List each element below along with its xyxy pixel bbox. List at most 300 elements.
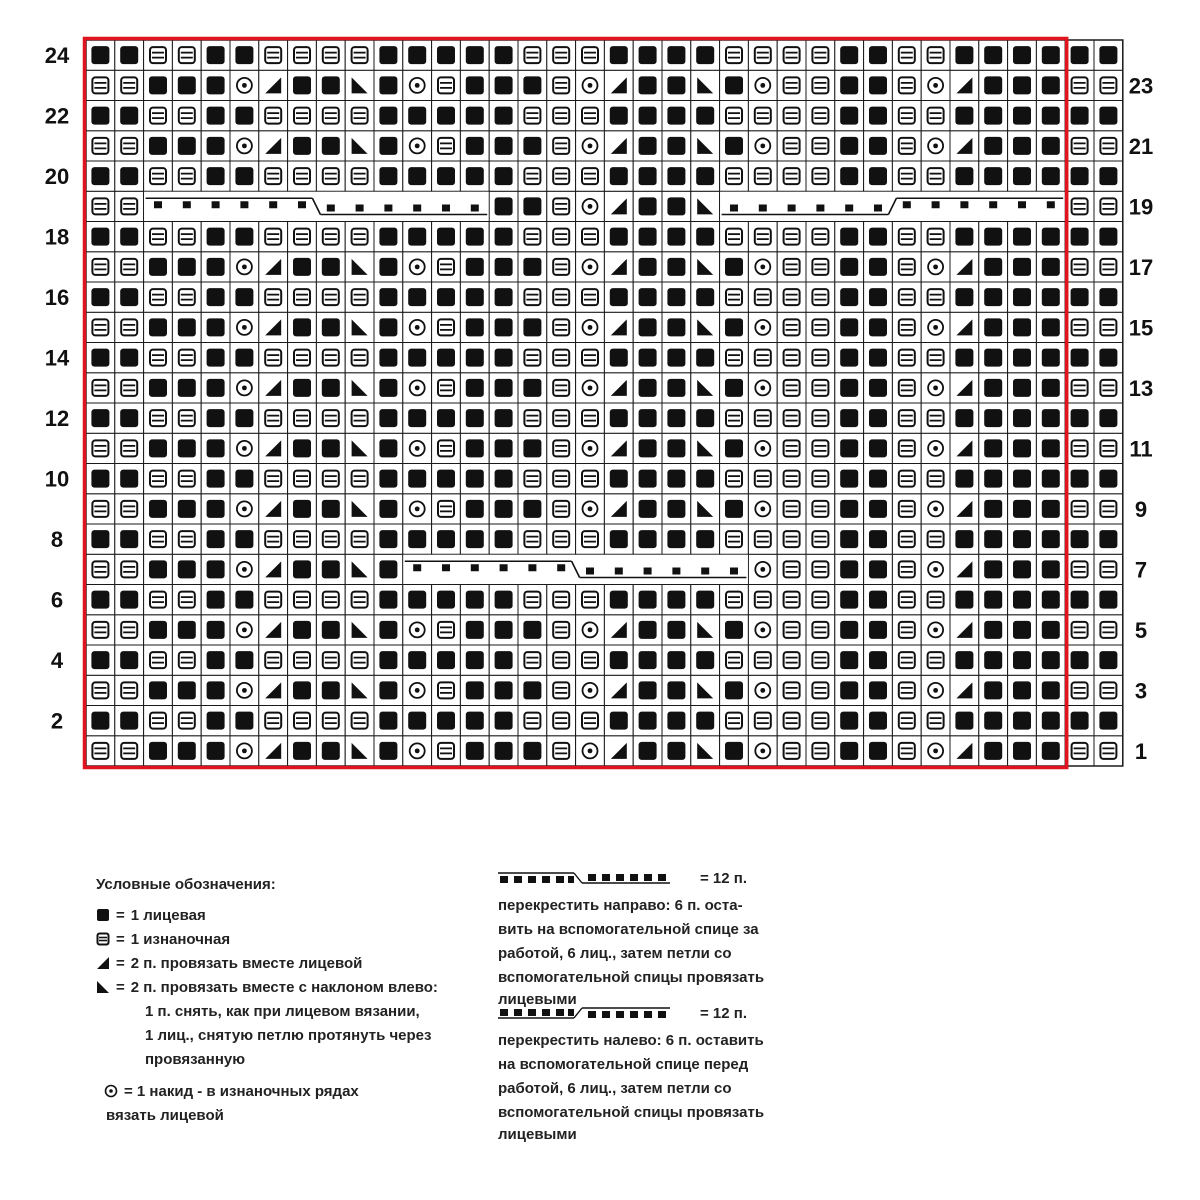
knit-stitch xyxy=(466,742,484,760)
purl-stitch xyxy=(899,471,915,487)
yarn-over-stitch xyxy=(237,138,252,153)
k2tog-symbol-icon xyxy=(96,956,110,970)
knit-stitch xyxy=(207,742,225,760)
chart-row-16 xyxy=(86,282,1123,312)
knit-stitch xyxy=(293,681,311,699)
knit-stitch xyxy=(667,681,685,699)
row-label-16: 16 xyxy=(44,285,70,311)
cable-stitch xyxy=(240,201,248,208)
yarn-over-stitch xyxy=(237,78,252,93)
knit-stitch xyxy=(1042,318,1060,336)
purl-stitch xyxy=(784,622,800,638)
purl-stitch xyxy=(553,592,569,608)
cable-stitch xyxy=(528,564,536,571)
purl-stitch xyxy=(150,592,166,608)
knit-stitch xyxy=(610,530,628,548)
purl-stitch xyxy=(582,471,598,487)
knit-stitch xyxy=(869,651,887,669)
knit-stitch xyxy=(1042,46,1060,64)
cable-stitch xyxy=(356,205,364,212)
yarn-over-stitch xyxy=(583,380,598,395)
purl-stitch xyxy=(582,410,598,426)
knit-stitch xyxy=(322,621,340,639)
knit-stitch xyxy=(379,500,397,518)
row-label-23: 23 xyxy=(1128,73,1154,99)
knit-stitch xyxy=(1013,137,1031,155)
knit-stitch xyxy=(955,712,973,730)
knit-stitch xyxy=(466,349,484,367)
purl-stitch xyxy=(1072,682,1088,698)
cable-stitch xyxy=(845,205,853,212)
purl-stitch xyxy=(784,682,800,698)
knit-stitch xyxy=(466,76,484,94)
purl-stitch xyxy=(179,168,195,184)
chart-row-6 xyxy=(86,585,1123,615)
purl-stitch xyxy=(121,319,137,335)
legend-item-purl: = 1 изнаночная xyxy=(96,929,230,951)
purl-stitch xyxy=(553,410,569,426)
knit-stitch xyxy=(1042,591,1060,609)
purl-stitch xyxy=(582,168,598,184)
purl-stitch xyxy=(121,198,137,214)
knit-stitch xyxy=(955,46,973,64)
knit-stitch xyxy=(149,621,167,639)
knit-stitch xyxy=(955,288,973,306)
knit-stitch xyxy=(955,228,973,246)
purl-stitch xyxy=(812,652,828,668)
cable-stitch xyxy=(1047,201,1055,208)
yarn-over-stitch xyxy=(237,743,252,758)
yarn-over-stitch xyxy=(928,743,943,758)
knit-stitch xyxy=(639,621,657,639)
purl-stitch xyxy=(265,289,281,305)
knit-stitch xyxy=(437,409,455,427)
purl-stitch xyxy=(179,229,195,245)
knit-stitch xyxy=(639,742,657,760)
knit-stitch xyxy=(667,167,685,185)
purl-stitch xyxy=(899,561,915,577)
purl-stitch xyxy=(294,108,310,124)
knit-stitch xyxy=(495,379,513,397)
knit-stitch xyxy=(840,500,858,518)
purl-stitch xyxy=(265,471,281,487)
knit-stitch xyxy=(523,137,541,155)
knit-stitch xyxy=(869,318,887,336)
purl-stitch xyxy=(1100,198,1116,214)
legend-label-yo-1: = 1 накид - в изнаночных рядах xyxy=(124,1083,359,1100)
purl-stitch xyxy=(294,713,310,729)
purl-stitch xyxy=(755,652,771,668)
purl-stitch xyxy=(784,319,800,335)
chart-cell xyxy=(259,554,288,584)
knit-stitch xyxy=(639,137,657,155)
purl-stitch xyxy=(438,138,454,154)
purl-stitch xyxy=(179,47,195,63)
knit-stitch xyxy=(840,46,858,64)
knit-stitch xyxy=(1013,470,1031,488)
purl-stitch xyxy=(294,592,310,608)
yarn-over-stitch xyxy=(583,622,598,637)
knit-stitch xyxy=(207,621,225,639)
purl-stitch xyxy=(150,350,166,366)
purl-stitch xyxy=(352,592,368,608)
knit-stitch xyxy=(840,76,858,94)
knit-stitch xyxy=(495,76,513,94)
knit-stitch xyxy=(984,318,1002,336)
purl-stitch xyxy=(553,47,569,63)
knit-stitch xyxy=(495,137,513,155)
knit-stitch xyxy=(725,76,743,94)
yarn-over-stitch xyxy=(755,380,770,395)
knit-stitch xyxy=(1042,167,1060,185)
knit-stitch xyxy=(1099,409,1117,427)
purl-stitch xyxy=(524,652,540,668)
purl-stitch xyxy=(1072,743,1088,759)
knit-stitch xyxy=(1042,288,1060,306)
cable-right-count: = 12 п. xyxy=(700,870,748,887)
cable-stitch xyxy=(788,205,796,212)
knit-stitch xyxy=(869,439,887,457)
knit-stitch xyxy=(235,46,253,64)
yarn-over-stitch xyxy=(237,259,252,274)
purl-stitch xyxy=(755,289,771,305)
purl-stitch xyxy=(1100,440,1116,456)
yarn-over-stitch xyxy=(928,138,943,153)
knit-stitch xyxy=(437,107,455,125)
knit-stitch xyxy=(1013,712,1031,730)
legend-label-purl: 1 изнаночная xyxy=(130,931,231,948)
knit-stitch xyxy=(984,712,1002,730)
purl-stitch xyxy=(928,652,944,668)
knit-stitch xyxy=(639,197,657,215)
knit-stitch xyxy=(725,681,743,699)
knit-stitch xyxy=(869,470,887,488)
knit-stitch xyxy=(840,409,858,427)
purl-stitch xyxy=(121,77,137,93)
knit-stitch xyxy=(379,560,397,578)
cable-left-line-3: работой, 6 лиц., затем петли со xyxy=(498,1080,732,1097)
chart-row-17 xyxy=(86,252,1123,282)
yarn-over-stitch xyxy=(755,501,770,516)
knit-stitch xyxy=(1013,621,1031,639)
cable-stitch xyxy=(960,201,968,208)
knit-stitch xyxy=(495,439,513,457)
cable-left-line-5: лицевыми xyxy=(498,1126,577,1143)
knit-stitch xyxy=(523,197,541,215)
knit-stitch xyxy=(869,621,887,639)
cable-stitch xyxy=(989,201,997,208)
purl-stitch xyxy=(553,319,569,335)
knit-stitch xyxy=(869,46,887,64)
purl-stitch xyxy=(928,108,944,124)
purl-stitch xyxy=(323,652,339,668)
knit-stitch xyxy=(1099,530,1117,548)
purl-stitch xyxy=(121,561,137,577)
cable-stitch xyxy=(327,205,335,212)
purl-stitch xyxy=(726,713,742,729)
knit-stitch xyxy=(437,288,455,306)
knit-stitch xyxy=(984,288,1002,306)
purl-stitch xyxy=(726,350,742,366)
cable-left-line-4: вспомогательной спицы провязать xyxy=(498,1104,765,1121)
knit-stitch xyxy=(869,409,887,427)
knit-stitch xyxy=(1013,46,1031,64)
knit-stitch xyxy=(639,46,657,64)
knit-stitch xyxy=(610,107,628,125)
yarn-over-stitch xyxy=(928,501,943,516)
chart-row-23 xyxy=(86,70,1123,100)
knit-stitch xyxy=(149,318,167,336)
knit-stitch xyxy=(235,591,253,609)
purl-stitch xyxy=(582,531,598,547)
knit-stitch xyxy=(466,530,484,548)
knit-stitch xyxy=(667,318,685,336)
legend-label-k2tog: 2 п. провязать вместе лицевой xyxy=(130,955,363,972)
knit-stitch xyxy=(379,228,397,246)
knit-stitch xyxy=(840,167,858,185)
purl-stitch xyxy=(524,350,540,366)
knit-stitch xyxy=(696,409,714,427)
purl-stitch xyxy=(553,440,569,456)
knit-stitch xyxy=(207,228,225,246)
purl-stitch xyxy=(121,743,137,759)
knit-stitch xyxy=(1099,712,1117,730)
knit-stitch xyxy=(437,712,455,730)
knit-stitch xyxy=(1099,288,1117,306)
purl-stitch xyxy=(179,410,195,426)
knit-stitch xyxy=(984,46,1002,64)
knit-stitch xyxy=(293,137,311,155)
purl-stitch xyxy=(582,592,598,608)
knit-stitch xyxy=(466,258,484,276)
purl-stitch xyxy=(784,380,800,396)
knit-stitch xyxy=(207,470,225,488)
legend-label-knit: 1 лицевая xyxy=(130,907,206,924)
knit-stitch xyxy=(293,742,311,760)
knit-stitch xyxy=(667,76,685,94)
purl-stitch xyxy=(899,743,915,759)
knit-stitch xyxy=(1071,46,1089,64)
row-label-3: 3 xyxy=(1134,678,1148,704)
purl-stitch xyxy=(899,440,915,456)
row-label-22: 22 xyxy=(44,103,70,129)
purl-stitch xyxy=(179,350,195,366)
yarn-over-stitch xyxy=(583,501,598,516)
purl-stitch xyxy=(812,622,828,638)
purl-stitch xyxy=(812,471,828,487)
cable-stitch xyxy=(759,205,767,212)
purl-stitch xyxy=(899,108,915,124)
knit-stitch xyxy=(437,46,455,64)
knit-stitch xyxy=(1099,167,1117,185)
knit-stitch xyxy=(379,318,397,336)
row-label-10: 10 xyxy=(44,466,70,492)
knit-stitch xyxy=(495,288,513,306)
purl-stitch xyxy=(438,501,454,517)
purl-stitch xyxy=(323,713,339,729)
yarn-over-stitch xyxy=(410,320,425,335)
purl-stitch xyxy=(121,259,137,275)
purl-stitch xyxy=(755,168,771,184)
yarn-over-stitch xyxy=(583,441,598,456)
knit-stitch xyxy=(120,409,138,427)
knit-stitch xyxy=(1013,530,1031,548)
knit-stitch xyxy=(840,560,858,578)
knit-stitch xyxy=(91,349,109,367)
yarn-over-stitch xyxy=(928,622,943,637)
knit-stitch xyxy=(1042,530,1060,548)
knit-stitch xyxy=(379,439,397,457)
knit-stitch xyxy=(495,742,513,760)
knit-symbol-icon xyxy=(96,908,110,922)
knit-stitch xyxy=(495,107,513,125)
knit-stitch xyxy=(1042,349,1060,367)
knit-stitch xyxy=(639,288,657,306)
purl-stitch xyxy=(812,531,828,547)
knit-stitch xyxy=(639,651,657,669)
yarn-over-stitch xyxy=(237,562,252,577)
purl-stitch xyxy=(755,592,771,608)
chart-row-2 xyxy=(86,706,1123,736)
yarn-over-stitch xyxy=(755,259,770,274)
knit-stitch xyxy=(639,409,657,427)
knit-stitch xyxy=(523,681,541,699)
purl-stitch xyxy=(1100,77,1116,93)
knit-stitch xyxy=(495,591,513,609)
knit-stitch xyxy=(293,439,311,457)
purl-stitch xyxy=(179,531,195,547)
knit-stitch xyxy=(639,500,657,518)
knit-stitch xyxy=(1013,439,1031,457)
purl-stitch xyxy=(1072,440,1088,456)
purl-stitch xyxy=(784,531,800,547)
purl-stitch xyxy=(582,713,598,729)
purl-stitch xyxy=(553,198,569,214)
purl-stitch xyxy=(524,229,540,245)
knit-stitch xyxy=(1013,500,1031,518)
yarn-over-stitch xyxy=(583,78,598,93)
knit-stitch xyxy=(639,228,657,246)
knit-stitch xyxy=(408,651,426,669)
knit-stitch xyxy=(1071,228,1089,246)
knit-stitch xyxy=(984,76,1002,94)
knit-stitch xyxy=(523,379,541,397)
legend-item-yo xyxy=(104,1081,359,1103)
purl-stitch xyxy=(265,47,281,63)
knit-stitch xyxy=(120,228,138,246)
knit-stitch xyxy=(840,712,858,730)
yarn-over-stitch xyxy=(583,683,598,698)
knit-stitch xyxy=(984,379,1002,397)
knit-stitch xyxy=(523,621,541,639)
knit-stitch xyxy=(235,107,253,125)
chart-row-12 xyxy=(86,403,1123,433)
purl-stitch xyxy=(1100,743,1116,759)
purl-stitch xyxy=(179,289,195,305)
knit-stitch xyxy=(408,107,426,125)
knit-stitch xyxy=(1042,379,1060,397)
purl-stitch xyxy=(928,471,944,487)
knit-stitch xyxy=(1099,228,1117,246)
yarn-over-stitch xyxy=(928,562,943,577)
purl-stitch xyxy=(553,380,569,396)
purl-stitch xyxy=(812,47,828,63)
purl-stitch xyxy=(1072,138,1088,154)
purl-stitch xyxy=(553,259,569,275)
cable-stitch xyxy=(615,568,623,575)
knit-stitch xyxy=(667,379,685,397)
yarn-over-stitch xyxy=(583,320,598,335)
purl-stitch xyxy=(899,410,915,426)
knit-stitch xyxy=(322,318,340,336)
purl-stitch xyxy=(1072,561,1088,577)
knit-stitch xyxy=(667,107,685,125)
knit-stitch xyxy=(379,681,397,699)
chart-cell xyxy=(259,615,288,645)
cable-right-row-19 xyxy=(144,192,489,221)
knit-stitch xyxy=(610,46,628,64)
purl-stitch xyxy=(755,47,771,63)
chart-row-18 xyxy=(86,222,1123,252)
knit-stitch xyxy=(207,379,225,397)
purl-stitch xyxy=(899,380,915,396)
purl-stitch xyxy=(150,289,166,305)
knit-stitch xyxy=(639,681,657,699)
knit-stitch xyxy=(667,439,685,457)
knit-stitch xyxy=(840,742,858,760)
purl-stitch xyxy=(899,713,915,729)
purl-stitch xyxy=(1100,319,1116,335)
purl-stitch xyxy=(92,440,108,456)
cable-stitch xyxy=(212,201,220,208)
purl-stitch xyxy=(553,138,569,154)
knit-stitch xyxy=(495,621,513,639)
chart-row-3 xyxy=(86,675,1123,705)
purl-stitch xyxy=(352,350,368,366)
knit-stitch xyxy=(466,167,484,185)
purl-stitch xyxy=(784,592,800,608)
knit-stitch xyxy=(91,167,109,185)
purl-stitch xyxy=(179,592,195,608)
knit-stitch xyxy=(667,258,685,276)
purl-stitch xyxy=(150,410,166,426)
knit-stitch xyxy=(91,651,109,669)
purl-stitch xyxy=(899,259,915,275)
knit-stitch xyxy=(869,349,887,367)
knit-stitch xyxy=(984,258,1002,276)
knit-stitch xyxy=(495,46,513,64)
purl-stitch xyxy=(524,531,540,547)
knit-stitch xyxy=(1071,107,1089,125)
knit-stitch xyxy=(120,107,138,125)
purl-stitch xyxy=(784,440,800,456)
purl-stitch xyxy=(524,168,540,184)
knit-stitch xyxy=(869,258,887,276)
knit-stitch xyxy=(379,591,397,609)
purl-stitch xyxy=(726,289,742,305)
purl-stitch xyxy=(812,410,828,426)
knit-stitch xyxy=(178,500,196,518)
knit-stitch xyxy=(379,409,397,427)
purl-stitch xyxy=(524,471,540,487)
knit-stitch xyxy=(1099,651,1117,669)
knit-stitch xyxy=(639,439,657,457)
yarn-over-stitch xyxy=(410,78,425,93)
knit-stitch xyxy=(466,409,484,427)
knit-stitch xyxy=(437,470,455,488)
knit-stitch xyxy=(869,681,887,699)
purl-stitch xyxy=(812,77,828,93)
